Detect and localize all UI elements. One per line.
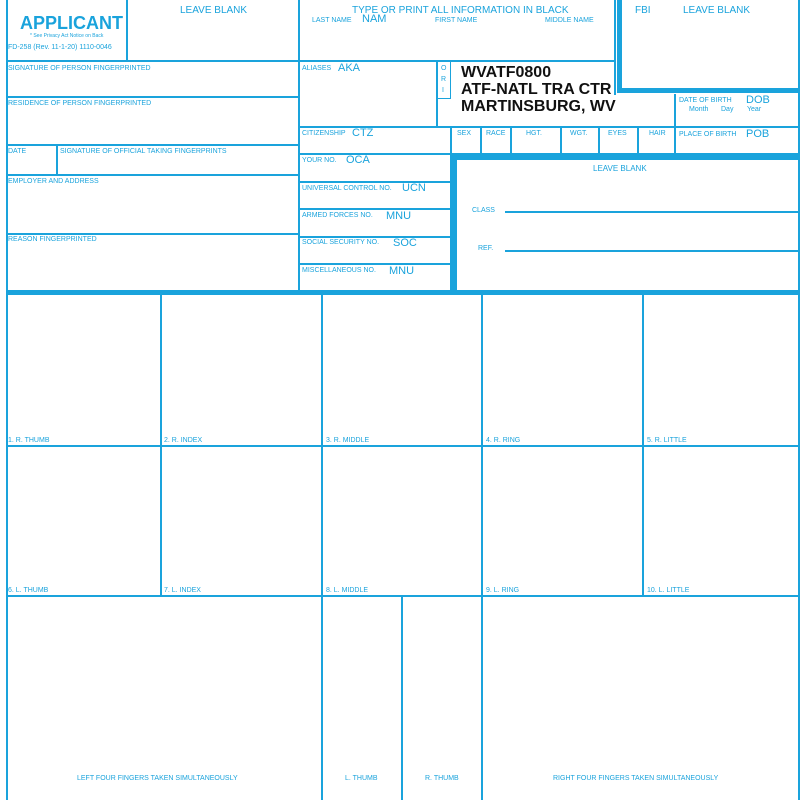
- card-left-edge: [6, 0, 8, 800]
- mid-line-y208: [298, 208, 450, 210]
- dob-label: DATE OF BIRTH: [679, 97, 732, 104]
- ori-letters-bottom: [436, 98, 451, 99]
- line-y233: [6, 233, 298, 235]
- eyes-label: EYES: [608, 130, 627, 137]
- dob-code: DOB: [746, 94, 770, 106]
- signature-official-label: SIGNATURE OF OFFICIAL TAKING FINGERPRINTS: [60, 148, 227, 155]
- finger-label-1: 1. R. THUMB: [8, 437, 50, 444]
- misc-code: MNU: [389, 265, 415, 277]
- finger-col-401: [401, 595, 403, 800]
- name-box-right: [614, 0, 616, 95]
- armed-forces-label: ARMED FORCES NO.: [302, 212, 373, 219]
- applicant-box-right: [126, 0, 128, 61]
- r-thumb-label: R. THUMB: [425, 775, 459, 782]
- fbi-box-bottom: [617, 88, 800, 93]
- aliases-label: ALIASES: [302, 65, 332, 72]
- first-name-label: FIRST NAME: [435, 17, 478, 24]
- your-no-code: OCA: [346, 154, 370, 166]
- dob-month: Month: [689, 106, 709, 113]
- ori-letters-divider: [450, 60, 451, 98]
- finger-label-9: 9. L. RING: [486, 587, 520, 594]
- signature-person-label: SIGNATURE OF PERSON FINGERPRINTED: [8, 65, 151, 72]
- finger-label-2: 2. R. INDEX: [164, 437, 203, 444]
- mid-line-y263: [298, 263, 450, 265]
- ucn-label: UNIVERSAL CONTROL NO.: [302, 185, 392, 192]
- citizenship-code: CTZ: [352, 127, 374, 139]
- desc-div-480: [480, 126, 482, 154]
- line-y175: [6, 174, 298, 176]
- mid-line-y181: [298, 181, 450, 183]
- armed-forces-code: MNU: [386, 210, 412, 222]
- lb-box-top: [452, 155, 800, 160]
- ori-letter-i: I: [442, 87, 444, 94]
- desc-div-510: [510, 126, 512, 154]
- your-no-label: YOUR NO.: [302, 157, 337, 164]
- middle-name-label: MIDDLE NAME: [545, 17, 594, 24]
- last-name-code: NAM: [362, 13, 387, 25]
- finger-label-7: 7. L. INDEX: [164, 587, 201, 594]
- ori-letter-r: R: [441, 76, 447, 83]
- fbi-label: FBI: [635, 5, 651, 16]
- finger-col-482: [481, 295, 483, 800]
- dob-day: Day: [721, 106, 734, 113]
- hair-label: HAIR: [649, 130, 666, 137]
- fbi-box-left: [617, 0, 622, 92]
- dob-year: Year: [747, 106, 762, 113]
- desc-div-598: [598, 126, 600, 154]
- ori-box-top: [436, 60, 614, 62]
- reason-label: REASON FINGERPRINTED: [8, 236, 97, 243]
- finger-label-4: 4. R. RING: [486, 437, 521, 444]
- mid-line-y236: [298, 236, 450, 238]
- class-line: [505, 211, 798, 213]
- leave-blank-right: LEAVE BLANK: [683, 5, 751, 16]
- privacy-notice: * See Privacy Act Notice on Back: [30, 33, 104, 39]
- ori-line-3: MARTINSBURG, WV: [461, 98, 616, 115]
- left-four-label: LEFT FOUR FINGERS TAKEN SIMULTANEOUSLY: [77, 775, 238, 782]
- hgt-label: HGT.: [526, 130, 542, 137]
- residence-label: RESIDENCE OF PERSON FINGERPRINTED: [8, 100, 152, 107]
- finger-row-596: [6, 595, 800, 597]
- pob-code: POB: [746, 128, 770, 140]
- wgt-label: WGT.: [570, 130, 588, 137]
- col-divider-left: [298, 0, 300, 292]
- line-y144: [6, 144, 298, 146]
- employer-label: EMPLOYER AND ADDRESS: [8, 178, 99, 185]
- line-y96: [6, 96, 298, 98]
- type-or-print: TYPE OR PRINT ALL INFORMATION IN BLACK: [352, 5, 569, 16]
- aliases-code: AKA: [338, 62, 361, 74]
- ori-line-2: ATF-NATL TRA CTR: [461, 81, 612, 98]
- pob-label: PLACE OF BIRTH: [679, 131, 737, 138]
- thick-separator: [6, 290, 800, 295]
- finger-row-446: [6, 445, 800, 447]
- ori-letter-o: O: [441, 65, 447, 72]
- race-label: RACE: [486, 130, 506, 137]
- ucn-code: UCN: [402, 182, 426, 194]
- card-right-edge: [798, 0, 800, 800]
- sex-label: SEX: [457, 130, 472, 137]
- l-thumb-label: L. THUMB: [345, 775, 378, 782]
- date-divider: [56, 144, 58, 174]
- finger-label-8: 8. L. MIDDLE: [326, 587, 369, 594]
- right-four-label: RIGHT FOUR FINGERS TAKEN SIMULTANEOUSLY: [553, 775, 719, 782]
- desc-div-637: [637, 126, 639, 154]
- finger-label-10: 10. L. LITTLE: [647, 587, 690, 594]
- date-label: DATE: [8, 148, 27, 155]
- ssn-code: SOC: [393, 237, 417, 249]
- finger-label-5: 5. R. LITTLE: [647, 437, 687, 444]
- finger-col-322: [321, 295, 323, 800]
- finger-label-3: 3. R. MIDDLE: [326, 437, 370, 444]
- class-label: CLASS: [472, 207, 495, 214]
- form-number: FD-258 (Rev. 11-1-20) 1110-0046: [8, 44, 112, 51]
- desc-div-560: [560, 126, 562, 154]
- misc-label: MISCELLANEOUS NO.: [302, 267, 376, 274]
- ori-box-left: [436, 60, 438, 126]
- ref-label: REF.: [478, 245, 494, 252]
- lb-box-left: [452, 155, 457, 292]
- last-name-label: LAST NAME: [312, 17, 352, 24]
- leave-blank-left: LEAVE BLANK: [180, 5, 248, 16]
- ref-line: [505, 250, 798, 252]
- finger-label-6: 6. L. THUMB: [8, 587, 49, 594]
- dob-box-left: [674, 94, 676, 154]
- ssn-label: SOCIAL SECURITY NO.: [302, 239, 380, 246]
- leave-blank-lower: LEAVE BLANK: [593, 164, 647, 173]
- applicant-title: APPLICANT: [20, 13, 123, 33]
- ori-line-1: WVATF0800: [461, 64, 552, 81]
- citizenship-label: CITIZENSHIP: [302, 130, 346, 137]
